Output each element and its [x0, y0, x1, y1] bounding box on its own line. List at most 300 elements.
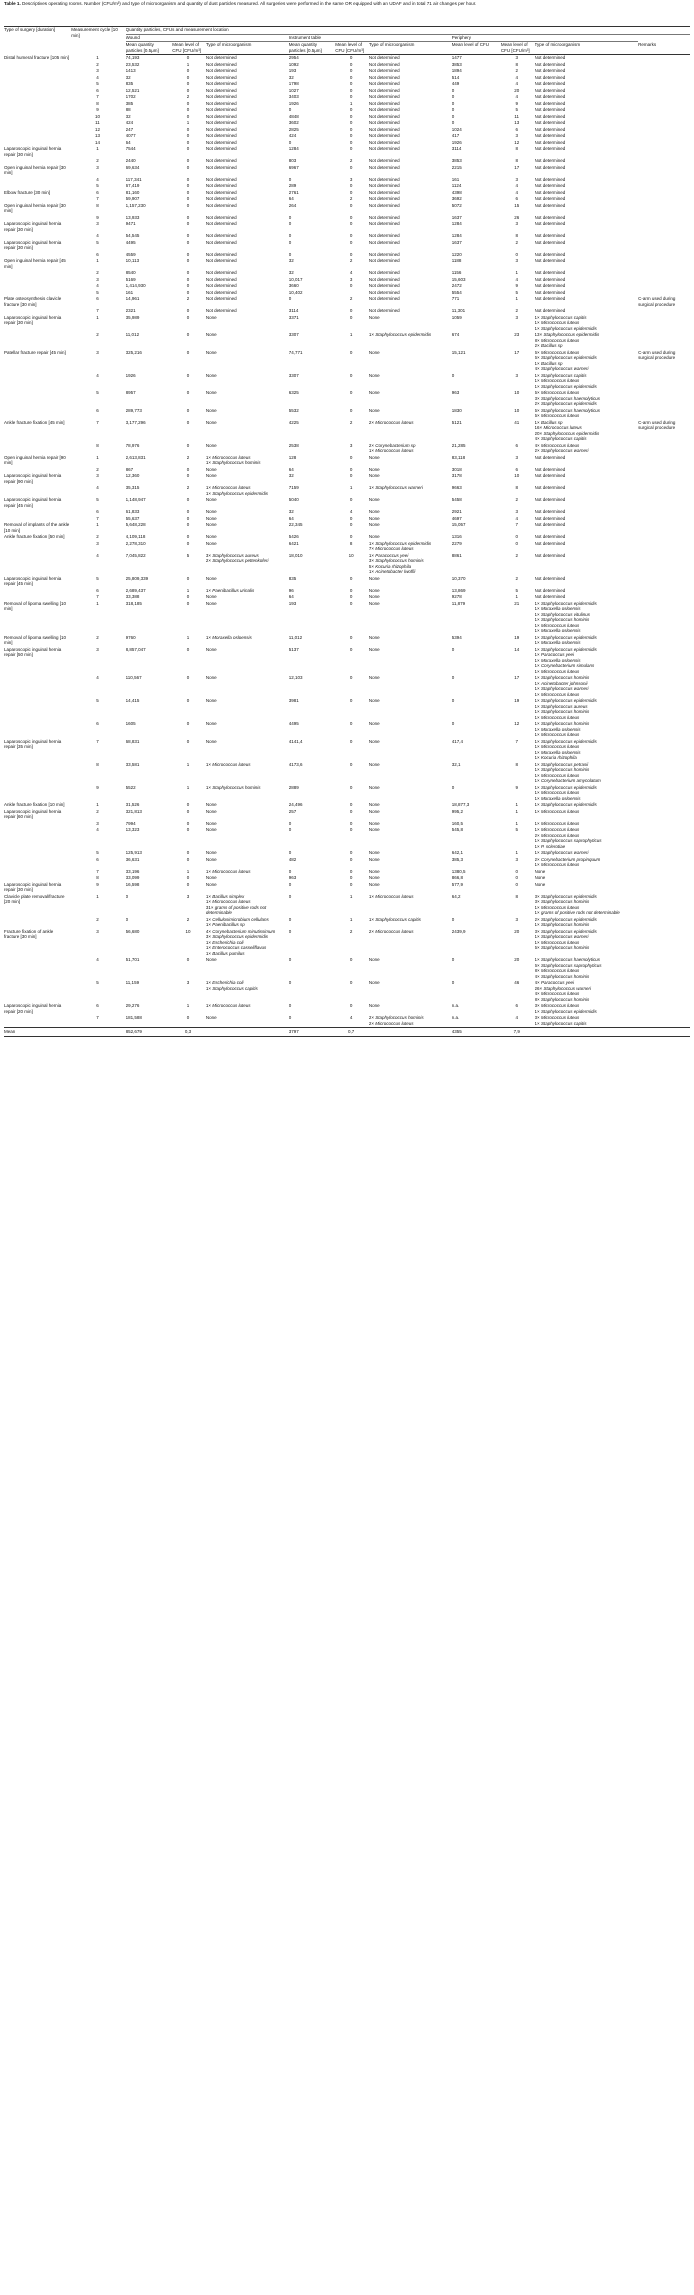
cell-remarks: [638, 882, 690, 894]
table-row: [4, 408, 690, 420]
cell-wound-type: Not determined: [205, 107, 237, 112]
cell-periph-qty: 3114: [451, 146, 462, 151]
cell-wound-type: Not determined: [205, 189, 237, 195]
cell-surgery: [4, 443, 71, 455]
cell-periph-cfu: 2: [515, 552, 518, 558]
cell-instr-cfu: 8: [349, 540, 353, 546]
cell-periph-qty: 1477: [451, 55, 462, 60]
cell-cycle: 5: [96, 183, 99, 188]
cell-instr-qty: 3602: [288, 120, 299, 125]
cell-instr-type: 1× Staphylococcus warneri: [368, 485, 423, 490]
cell-surgery: Laparoscopic inguinal hernia repair [45 min]: [4, 575, 62, 586]
cell-wound-cfu: 0: [186, 442, 190, 448]
cell-wound-type: 1× Micrococcus luteus 1× Staphylococcus hominis: [205, 454, 261, 465]
cell-wound-qty: 110,567: [125, 675, 142, 680]
cell-cycle: 7: [96, 94, 99, 99]
cell-instr-cfu: 0: [349, 87, 353, 93]
cell-cycle: 7: [96, 308, 99, 313]
cell-instr-qty: 3307: [288, 372, 299, 378]
cell-instr-type: None: [368, 698, 380, 703]
cell-wound-cfu: 0: [186, 146, 190, 151]
cell-instr-qty: 7159: [288, 485, 299, 490]
cell-wound-cfu: 1: [186, 784, 190, 790]
cell-instr-type: 2× Staphylococcus hominis 2× Micrococcus luteus: [368, 1015, 424, 1026]
cell-instr-cfu: 0: [349, 139, 353, 145]
cell-periph-cfu: 4: [515, 189, 518, 195]
cell-periph-qty: 0: [451, 107, 455, 112]
cell-wound-qty: 32: [125, 113, 131, 119]
cell-wound-cfu: 0: [186, 202, 190, 208]
cell-instr-type: None: [368, 808, 380, 814]
caption-label: Table 1.: [4, 1, 21, 6]
cell-periph-qty: 514: [451, 74, 460, 80]
cell-instr-type: Not determined: [368, 55, 400, 60]
cell-wound-cfu: 0: [186, 308, 190, 313]
cell-wound-type: Not determined: [205, 202, 237, 208]
cell-instr-cfu: 0: [349, 454, 353, 460]
cell-periph-qty: 995,2: [451, 808, 463, 814]
cell-remarks: [638, 1015, 690, 1028]
cell-cycle: 6: [96, 407, 99, 413]
cell-remarks: [638, 721, 690, 739]
cell-instr-cfu: 2: [349, 419, 353, 425]
cell-wound-qty: 56,680: [125, 928, 140, 934]
cell-instr-type: 1× Staphylococcus epidermidis: [368, 332, 432, 337]
cell-instr-cfu: 0: [349, 808, 353, 814]
cell-wound-type: Not determined: [205, 87, 237, 93]
cell-instr-qty: 0: [288, 176, 292, 182]
cell-periph-cfu: 2: [515, 68, 518, 73]
cell-instr-type: Not determined: [368, 81, 400, 86]
cell-instr-cfu: 0: [349, 698, 353, 703]
cell-wound-qty: 4,109,118: [125, 534, 146, 539]
cell-instr-qty: 0: [288, 850, 292, 855]
table-row: [4, 350, 690, 373]
cell-periph-qty: 2439,9: [451, 928, 466, 934]
cell-wound-type: Not determined: [205, 296, 237, 301]
cell-periph-qty: 4355: [452, 1028, 501, 1037]
cell-periph-type: Not determined: [534, 454, 566, 460]
cell-remarks: [638, 1003, 690, 1015]
cell-periph-cfu: 3: [515, 916, 518, 922]
cell-instr-cfu: 0: [349, 1003, 353, 1008]
cell-instr-cfu: 0: [349, 646, 353, 652]
cell-surgery: [4, 857, 71, 869]
cell-instr-cfu: 0: [349, 74, 353, 80]
cell-instr-cfu: 0: [349, 221, 353, 226]
cell-cycle: 6: [96, 189, 99, 195]
cell-wound-qty: 5,648,228: [125, 522, 146, 527]
cell-instr-type: None: [368, 454, 380, 460]
cell-instr-type: 1× Staphylococcus capitis: [368, 916, 421, 922]
cell-instr-cfu: 0: [349, 784, 353, 790]
cell-periph-qty: 5121: [451, 419, 462, 425]
cell-cycle: 12: [94, 126, 100, 132]
cell-wound-cfu: 2: [186, 916, 190, 922]
cell-instr-qty: 0: [288, 239, 292, 245]
data-table: [4, 26, 690, 1037]
cell-wound-type: Not determined: [205, 139, 237, 145]
cell-wound-cfu: 2: [186, 485, 190, 490]
cell-periph-type: 1× Micrococcus luteus: [534, 808, 580, 814]
cell-cycle: 3: [96, 221, 99, 226]
cell-wound-cfu: 0: [186, 349, 190, 355]
cell-instr-cfu: 0: [349, 522, 353, 527]
cell-wound-cfu: 0: [186, 158, 190, 163]
cell-periph-qty: 417,4: [451, 738, 463, 744]
cell-remarks: [638, 739, 690, 762]
cell-wound-type: Not determined: [205, 158, 237, 163]
cell-surgery: Open inguinal hernia repair [30 min]: [4, 202, 66, 213]
cell-instr-qty: 24,496: [288, 802, 303, 807]
cell-instr-cfu: 0: [349, 802, 353, 807]
cell-instr-cfu: 0: [349, 575, 353, 581]
cell-instr-cfu: 0: [349, 183, 353, 188]
cell-periph-cfu: 17: [514, 164, 520, 170]
table-row: [4, 785, 690, 803]
cell-periph-qty: 9278: [451, 594, 462, 599]
cell-wound-cfu: 0: [186, 283, 190, 288]
cell-wound-type: 1× Micrococcus luteus: [205, 868, 251, 874]
cell-periph-qty: 3853: [451, 158, 462, 163]
cell-periph-qty: 385,3: [451, 856, 463, 862]
table-row: [4, 675, 690, 698]
cell-instr-type: Not determined: [368, 100, 400, 106]
cell-instr-type: None: [368, 827, 380, 832]
cell-periph-type: Not determined: [534, 183, 566, 188]
cell-instr-cfu: 0: [349, 675, 353, 680]
cell-wound-cfu: 0: [186, 372, 190, 378]
cell-cycle: 7: [96, 1015, 99, 1020]
table-caption: [4, 1, 690, 7]
cell-wound-qty: 74,193: [125, 55, 140, 60]
cell-periph-cfu: 3: [515, 133, 518, 138]
cell-wound-type: Not determined: [205, 239, 237, 245]
cell-periph-qty: 1637: [451, 239, 462, 245]
cell-instr-qty: 193: [288, 68, 297, 73]
cell-instr-qty: 32: [288, 258, 294, 263]
cell-cycle: 7: [96, 419, 99, 425]
cell-surgery: Laparoscopic inguinal hernia repair [30 min]: [4, 881, 62, 892]
cell-instr-type: None: [368, 1003, 380, 1008]
cell-wound-cfu: 2: [186, 296, 190, 301]
cell-periph-qty: 15,603: [451, 276, 466, 282]
cell-instr-cfu: 0: [349, 126, 353, 132]
cell-instr-cfu: 0: [349, 164, 353, 170]
cell-periph-type: Not determined: [534, 120, 566, 125]
cell-periph-type: Not determined: [534, 466, 566, 472]
cell-periph-type: Not determined: [534, 202, 566, 208]
cell-instr-cfu: 0: [349, 856, 353, 862]
cell-wound-qty: 325,216: [125, 349, 142, 355]
cell-instr-qty: 193: [288, 600, 297, 606]
cell-instr-qty: 32: [288, 270, 294, 275]
cell-surgery: [4, 917, 71, 929]
cell-periph-qty: 1637: [451, 214, 462, 220]
cell-instr-cfu: 0: [349, 881, 353, 887]
cell-instr-type: Not determined: [368, 251, 400, 257]
cell-cycle: 8: [96, 875, 99, 880]
cell-wound-type: None: [205, 738, 217, 744]
cell-periph-cfu: 4: [515, 74, 518, 80]
cell-surgery: Laparoscopic inguinal hernia repair [30 min]: [4, 146, 62, 157]
cell-instr-qty: 4141,4: [288, 738, 303, 744]
cell-periph-cfu: 2: [515, 497, 518, 502]
cell-wound-type: Not determined: [205, 68, 237, 73]
cell-instr-type: Not determined: [368, 283, 400, 288]
cell-periph-cfu: 6: [515, 442, 518, 448]
cell-surgery: Laparoscopic inguinal hernia repair [30 min]: [4, 239, 62, 250]
table-body: [4, 55, 690, 1037]
cell-periph-type: 3× Micrococcus luteus 1× Staphylococcus epidermidis: [534, 1003, 597, 1014]
cell-wound-qty: 9471: [125, 221, 136, 226]
cell-periph-type: Not determined: [534, 81, 566, 86]
cell-wound-qty: 2,613,831: [125, 454, 146, 460]
cell-wound-type: 4× Corynebacterium minutissimum 3× Staphylococcus epidermidis 1× Escherichia coli 1× Enterococcus casseliflavus 1× Bacillus pumilus: [205, 928, 276, 956]
cell-periph-qty: 0: [451, 94, 455, 99]
cell-instr-qty: 4495: [288, 721, 299, 726]
cell-instr-qty: 5426: [288, 534, 299, 539]
cell-instr-type: None: [368, 738, 380, 744]
cell-periph-type: Not determined: [534, 94, 566, 99]
cell-cycle: 6: [96, 296, 99, 301]
cell-surgery: Plate osteosynthesis clavicle fracture [30 min]: [4, 296, 62, 307]
cell-wound-qty: 2,278,310: [125, 540, 146, 546]
cell-periph-type: 1× Staphylococcus epidermidis 1× Micrococcus luteus 1× Moraxella osloensis 1× Kocuria rhizophila: [534, 738, 597, 760]
cell-wound-cfu: 0: [186, 407, 190, 413]
cell-wound-qty: 289,773: [125, 407, 142, 413]
cell-wound-qty: 64: [125, 139, 131, 145]
cell-wound-cfu: 0: [186, 1015, 190, 1020]
cell-instr-cfu: 0: [349, 850, 353, 855]
cell-instr-cfu: 0: [349, 587, 353, 593]
cell-surgery: [4, 553, 71, 576]
cell-wound-qty: 14,961: [125, 296, 140, 301]
cell-wound-type: None: [205, 522, 217, 527]
cell-periph-cfu: 10: [514, 407, 520, 413]
cell-instr-qty: 3307: [288, 332, 299, 337]
cell-instr-qty: 1926: [288, 100, 299, 106]
cell-instr-type: None: [368, 534, 380, 539]
cell-periph-type: 5× Micrococcus luteus 3× Staphylococcus haemolyticus 2× Staphylococcus epidermidis: [534, 390, 600, 406]
cell-wound-cfu: 0: [186, 270, 190, 275]
cell-wound-type: None: [205, 675, 217, 680]
cell-remarks: [638, 473, 690, 485]
cell-wound-cfu: 2: [186, 454, 190, 460]
cell-periph-type: 1× Staphylococcus petrasii 1× Staphylococcus hominis 1× Micrococcus luteus 1× Corynebacterium amycolatum: [534, 761, 601, 783]
cell-periph-cfu: 2: [515, 308, 518, 313]
cell-periph-qty: 3178: [451, 473, 462, 478]
cell-instr-type: Not determined: [368, 176, 400, 182]
cell-wound-cfu: 5: [186, 552, 190, 558]
cell-periph-type: 6× Micrococcus luteus 6× Staphylococcus epidermidis 1× Bacillus sp 4× Staphylococcus warneri: [534, 349, 597, 371]
table-row: [4, 455, 690, 467]
cell-wound-qty: 33,099: [125, 875, 140, 880]
cell-wound-qty: 3,177,296: [125, 419, 146, 425]
cell-surgery: [4, 485, 71, 497]
table-row: [4, 1003, 690, 1015]
cell-periph-qty: 4697: [451, 515, 462, 521]
cell-instr-type: None: [368, 634, 380, 640]
cell-instr-cfu: 0: [349, 233, 353, 238]
cell-wound-qty: 7994: [125, 820, 136, 826]
cell-instr-cfu: 0: [349, 980, 353, 985]
cell-periph-type: Not determined: [534, 68, 566, 73]
cell-surgery: Removal of implants of the ankle [10 min]: [4, 522, 70, 533]
cell-cycle: 9: [96, 107, 99, 112]
cell-periph-type: 1× Staphylococcus hominis 1× Moraxella osloensis 1× Micrococcus luteus: [534, 721, 590, 737]
cell-periph-type: Not determined: [534, 251, 566, 257]
cell-periph-qty: 1830: [451, 407, 462, 413]
cell-periph-qty: 0: [451, 721, 455, 726]
cell-remarks: [638, 165, 690, 177]
cell-wound-type: 1× Cellulosimicrobium cellulans 1× Paenibacillus sp: [205, 916, 269, 927]
cell-wound-cfu: 0: [186, 534, 190, 539]
cell-wound-cfu: 0: [186, 100, 190, 106]
cell-remarks: [638, 675, 690, 698]
cell-periph-type: 1× Staphylococcus epidermidis 1× Moraxella osloensis: [534, 634, 597, 645]
cell-wound-cfu: 1: [186, 61, 190, 67]
cell-instr-type: None: [368, 407, 380, 413]
cell-periph-type: 4× Micrococcus luteus 2× Staphylococcus warneri: [534, 442, 589, 453]
cell-periph-cfu: 0: [515, 534, 518, 539]
cell-wound-qty: 117,341: [125, 176, 142, 182]
cell-instr-qty: 264: [288, 202, 297, 208]
header-w-quantity: Mean quantity particles [0.5μm]: [126, 42, 173, 55]
cell-wound-type: Not determined: [205, 94, 237, 99]
cell-instr-cfu: 0: [349, 634, 353, 640]
cell-wound-type: None: [205, 509, 217, 514]
cell-periph-cfu: 1: [515, 808, 518, 814]
cell-wound-qty: 2,689,437: [125, 587, 146, 593]
cell-periph-type: 13× Staphylococcus epidermidis 8× Micrococcus luteus 2× Bacillus sp: [534, 332, 600, 348]
cell-instr-type: Not determined: [368, 126, 400, 132]
cell-cycle: 4: [96, 827, 99, 832]
cell-wound-cfu: 0: [186, 176, 190, 182]
cell-periph-cfu: 8: [515, 893, 518, 899]
cell-remarks: [638, 957, 690, 980]
cell-periph-qty: 963: [451, 390, 460, 395]
table-row: [4, 473, 690, 485]
cell-wound-qty: 51,701: [125, 957, 140, 962]
cell-wound-type: None: [205, 827, 217, 832]
cell-remarks: [638, 541, 690, 553]
cell-cycle: 2: [96, 332, 99, 337]
cell-cycle: 4: [96, 675, 99, 680]
cell-wound-qty: 55,637: [125, 515, 140, 521]
cell-wound-cfu: 0: [186, 196, 190, 201]
cell-instr-qty: 4173,6: [288, 761, 303, 767]
cell-periph-cfu: 8: [515, 61, 518, 67]
cell-periph-cfu: 20: [514, 928, 520, 934]
cell-remarks: [638, 827, 690, 850]
cell-instr-qty: 3403: [288, 94, 299, 99]
cell-wound-qty: 321,813: [125, 808, 142, 814]
table-row: [4, 809, 690, 821]
cell-wound-type: None: [205, 390, 217, 395]
cell-wound-cfu: 0,3: [172, 1028, 206, 1037]
cell-instr-qty: 2825: [288, 126, 299, 132]
cell-wound-qty: 7,045,822: [125, 552, 146, 558]
cell-periph-qty: 3692: [451, 196, 462, 201]
cell-wound-type: Not determined: [205, 270, 237, 275]
cell-wound-cfu: 0: [186, 850, 190, 855]
cell-cycle: 1: [96, 893, 99, 899]
cell-instr-cfu: 0: [349, 515, 353, 521]
cell-periph-qty: 5458: [451, 497, 462, 502]
cell-surgery: [4, 1015, 71, 1028]
cell-cycle: 4: [96, 552, 99, 558]
cell-cycle: [71, 1028, 125, 1037]
cell-periph-cfu: 7: [515, 522, 518, 527]
cell-periph-cfu: 46: [514, 980, 520, 985]
cell-wound-type: 1× Moraxella osloensis: [205, 634, 252, 640]
cell-cycle: 3: [96, 646, 99, 652]
cell-wound-type: None: [205, 808, 217, 814]
cell-remarks: [638, 635, 690, 647]
cell-instr-type: None: [368, 881, 380, 887]
cell-periph-qty: 2472: [451, 283, 462, 288]
cell-instr-cfu: 0: [349, 189, 353, 195]
cell-periph-type: Not determined: [534, 189, 566, 195]
cell-surgery: [4, 390, 71, 408]
cell-instr-qty: 64: [288, 594, 294, 599]
cell-instr-qty: 835: [288, 575, 297, 581]
cell-instr-type: None: [368, 721, 380, 726]
cell-periph-cfu: 5: [515, 289, 518, 295]
cell-instr-type: None: [368, 497, 380, 502]
cell-wound-qty: 68,831: [125, 738, 140, 744]
cell-cycle: 13: [94, 133, 100, 138]
cell-periph-cfu: 9: [515, 283, 518, 288]
cell-wound-qty: 852,679: [126, 1028, 173, 1037]
cell-surgery: Mean: [4, 1028, 71, 1037]
cell-surgery: Removal of lipoma swelling [10 min]: [4, 634, 67, 645]
cell-periph-type: 4× Paracoccus yeei 26× Staphylococcus warneri 4× Micrococcus luteus 8× Staphylococcus hominis: [534, 980, 591, 1002]
cell-wound-cfu: 0: [186, 820, 190, 826]
cell-periph-type: 5× Staphylococcus haemolyticus 5× Micrococcus luteus: [534, 407, 600, 418]
cell-instr-qty: 0: [288, 1015, 292, 1020]
cell-periph-qty: 1188: [451, 258, 462, 263]
cell-wound-type: None: [205, 534, 217, 539]
cell-surgery: Ankle fracture fixation [50 min]: [4, 534, 65, 539]
cell-wound-cfu: 1: [186, 868, 190, 874]
cell-wound-cfu: 0: [186, 68, 190, 73]
cell-instr-qty: 5532: [288, 407, 299, 413]
cell-instr-qty: 0: [288, 233, 292, 238]
cell-wound-type: 1× Micrococcus luteus: [205, 761, 251, 767]
cell-wound-type: [206, 1028, 289, 1037]
table-row: [4, 635, 690, 647]
cell-instr-type: Not determined: [368, 68, 400, 73]
cell-wound-cfu: 0: [186, 600, 190, 606]
cell-instr-type: Not determined: [368, 74, 400, 80]
header-i-type: Type of microorganism: [369, 42, 452, 55]
cell-periph-type: Not determined: [534, 283, 566, 288]
cell-wound-type: Not determined: [205, 164, 237, 170]
cell-wound-type: None: [205, 957, 217, 962]
cell-wound-type: None: [205, 515, 217, 521]
cell-periph-cfu: 26: [514, 214, 520, 220]
cell-wound-type: Not determined: [205, 308, 237, 313]
cell-wound-type: 1× Bacillus simplex 1× Micrococcus luteus 31× grams of positive rods not determinable: [205, 893, 267, 915]
cell-cycle: 5: [96, 497, 99, 502]
cell-periph-cfu: 4: [515, 1015, 518, 1020]
cell-wound-cfu: 0: [186, 107, 190, 112]
cell-wound-type: None: [205, 442, 217, 448]
cell-cycle: 5: [96, 575, 99, 581]
cell-instr-qty: 0: [288, 928, 292, 934]
